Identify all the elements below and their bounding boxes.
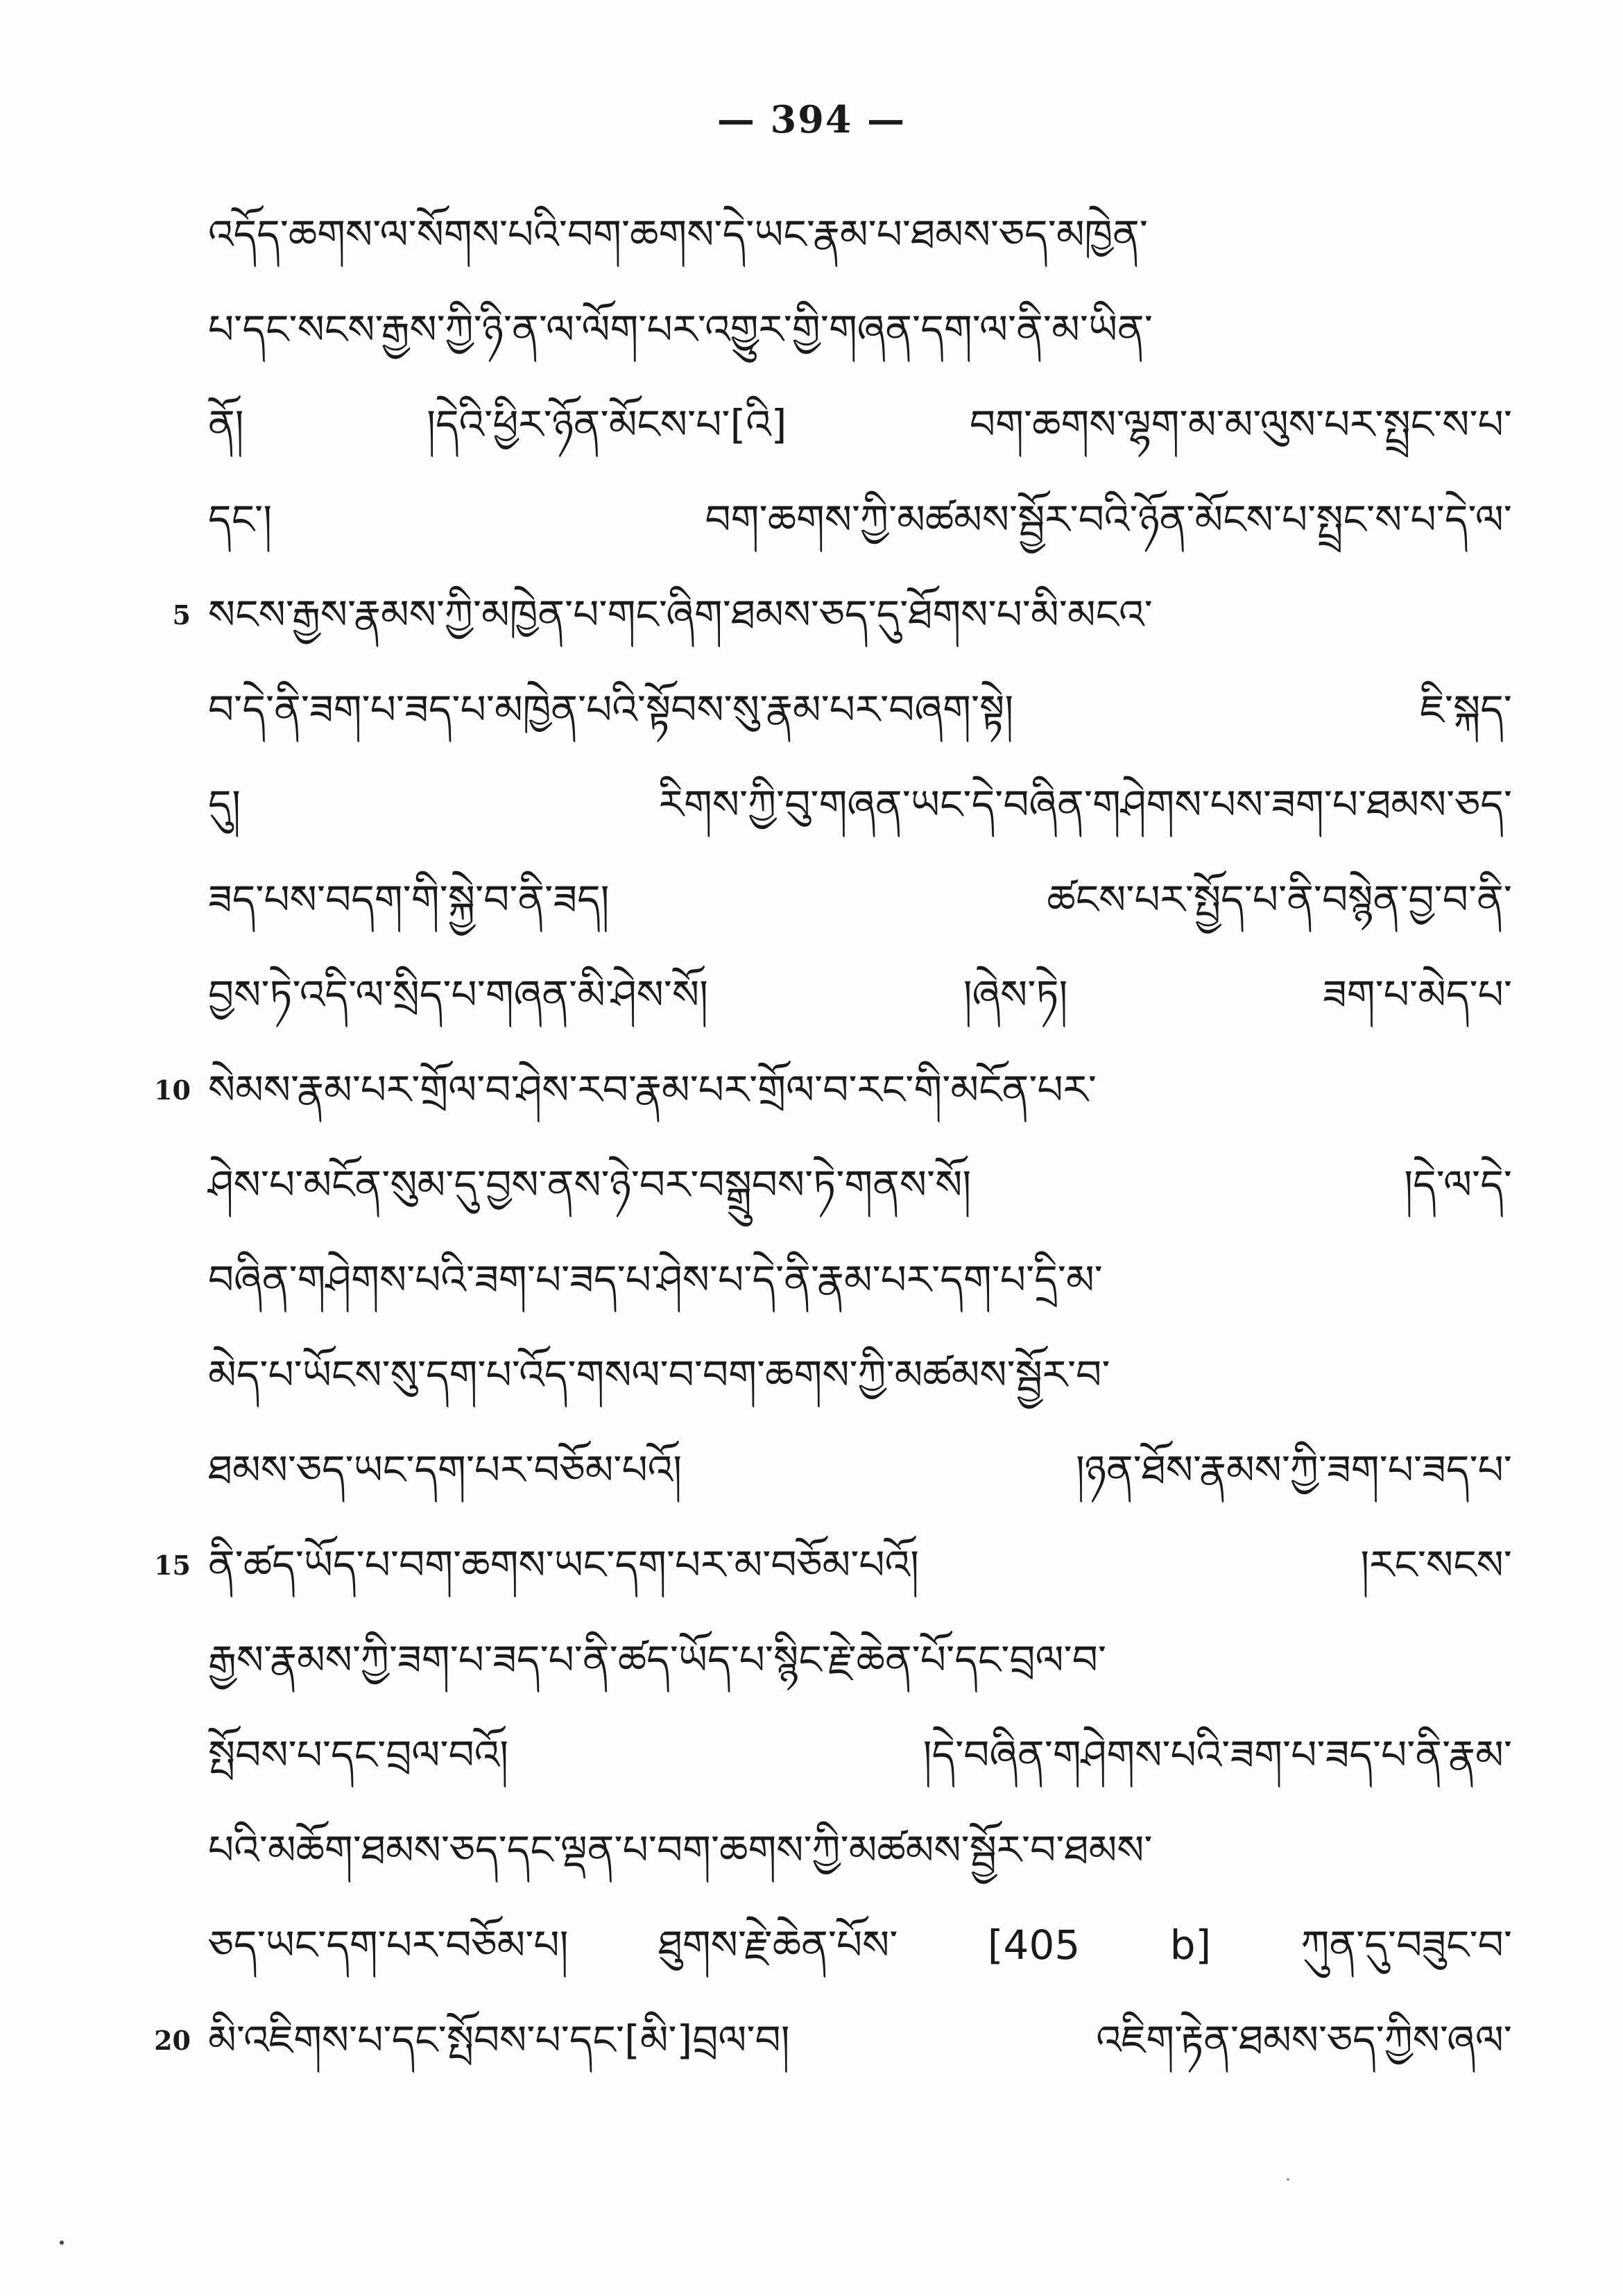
line-number: 5 <box>172 599 191 631</box>
text-line <box>208 853 1512 948</box>
line-text: ཅད་ཡང་དག་པར་བཅོམ་པ། ཐུགས་རྗེ་ཆེན་པོས་ [405 b] ཀུན་དུ་བཟུང་བ་ <box>208 1921 1512 1969</box>
line-number: 10 <box>154 1074 191 1106</box>
line-number: 15 <box>154 1550 191 1581</box>
line-text: སེམས་རྣམ་པར་གྲོལ་བ་ཤེས་རབ་རྣམ་པར་གྲོལ་བ་རང་གི་མངོན་པར་ <box>208 1066 1097 1113</box>
text-line <box>154 1043 1512 1138</box>
text-line <box>208 187 1512 282</box>
text-line <box>208 1708 1512 1803</box>
text-line <box>208 948 1512 1043</box>
line-text: པའི་མཆོག་ཐམས་ཅད་དང་ལྡན་པ་བག་ཆགས་ཀྱི་མཚམས་སྦྱོར་བ་ཐམས་ <box>208 1826 1153 1874</box>
text-line <box>208 1613 1512 1708</box>
text-line <box>154 1518 1512 1613</box>
line-text: ནི་ཚད་ཡོད་པ་བག་ཆགས་ཡང་དག་པར་མ་བཅོམ་པའོ། །རང་སངས་ <box>208 1541 1512 1588</box>
text-line <box>208 1328 1512 1423</box>
paper-speck <box>60 2241 64 2245</box>
text-line <box>154 1993 1512 2088</box>
text-line <box>208 1898 1512 1993</box>
line-text: དང་། བག་ཆགས་ཀྱི་མཚམས་སྦྱོར་བའི་ཉོན་མོངས་པ་སྤྲང་ས་པ་དེ་ལ་ <box>208 496 1512 543</box>
paper-speck <box>1287 2178 1289 2181</box>
text-line <box>208 1233 1512 1328</box>
line-text: བཞིན་གཤེགས་པའི་ཟག་པ་ཟད་པ་ཤེས་པ་དེ་ནི་རྣམ་པར་དག་པ་དྲི་མ་ <box>208 1256 1103 1303</box>
line-text: ཟད་པས་བདག་གི་སྐྱེ་བ་ནི་ཟད། ཚངས་པར་སྤྱོད་པ་ནི་བསྙེན་བྱ་བ་ནི་ <box>208 876 1512 923</box>
line-text: པ་དང་སངས་རྒྱས་ཀྱི་ཉི་ན་ལ་ལོག་པར་འགྱུར་གྱི་གཞན་དག་ལ་ནི་མ་ཡིན་ <box>208 306 1153 353</box>
line-text: དུ། རིགས་ཀྱི་བུ་གཞན་ཡང་དེ་བཞིན་གཤེགས་པས་ཟག་པ་ཐམས་ཅད་ <box>208 781 1512 828</box>
line-text: རྒྱས་རྣམས་ཀྱི་ཟག་པ་ཟད་པ་ནི་ཚད་ཡོད་པ་སྙིང་རྗེ་ཆེན་པོ་དང་བྲལ་བ་ <box>208 1636 1107 1684</box>
page-number: — 394 — <box>716 97 907 142</box>
line-text: བྱས་ཏེ་འདི་ལ་སྲིད་པ་གཞན་མི་ཤེས་སོ། །ཞེས་ཏེ། ཟག་པ་མེད་པ་ <box>208 971 1512 1018</box>
line-text: མེད་པ་ཡོངས་སུ་དག་པ་འོད་གསལ་བ་བག་ཆགས་ཀྱི་མཚམས་སྦྱོར་བ་ <box>208 1351 1110 1398</box>
text-block <box>154 187 1512 2088</box>
text-line <box>208 377 1512 472</box>
line-text: མི་འཇིགས་པ་དང་སྤོབས་པ་དང་[མི་]བྲལ་བ། འཇིག་རྟེན་ཐམས་ཅད་ཀྱིས་ཞལ་ <box>208 2016 1512 2064</box>
text-line <box>208 1803 1512 1898</box>
text-line <box>172 567 1512 662</box>
line-number: 20 <box>154 2025 191 2056</box>
text-line <box>208 1423 1512 1518</box>
line-text: འདོད་ཆགས་ལ་སོགས་པའི་བག་ཆགས་དེ་ཡང་རྣམ་པ་ཐམས་ཅད་མཁྱེན་ <box>208 211 1148 258</box>
text-line <box>208 282 1512 377</box>
line-text: ཤེས་པ་མངོན་སུམ་དུ་བྱས་ནས་ཉེ་བར་བསྒྲུབས་ཏེ་གནས་སོ། །དེ་ལ་དེ་ <box>208 1161 1512 1208</box>
line-text: བ་དེ་ནི་ཟག་པ་ཟད་པ་མཁྱེན་པའི་སྟོབས་སུ་རྣམ་པར་བཞག་སྟེ། ཇི་སྐད་ <box>208 686 1512 733</box>
text-line <box>208 472 1512 567</box>
line-text: ནོ། །དེའི་ཕྱིར་ཉོན་མོངས་པ་[འི] བག་ཆགས་ལྷག་མ་མ་ལུས་པར་སྤྲང་ས་པ་ <box>208 401 1512 448</box>
text-line <box>208 1138 1512 1233</box>
line-text: སངས་རྒྱས་རྣམས་ཀྱི་མཁྱེན་པ་གང་ཞིག་ཐམས་ཅད་དུ་ཐོགས་པ་མི་མངའ་ <box>208 591 1153 638</box>
text-line <box>208 662 1512 757</box>
line-text: སྤོབས་པ་དང་བྲལ་བའོ། །དེ་བཞིན་གཤེགས་པའི་ཟག་པ་ཟད་པ་ནི་རྣམ་ <box>208 1731 1512 1779</box>
line-text: ཐམས་ཅད་ཡང་དག་པར་བཅོམ་པའོ། །ཉན་ཐོས་རྣམས་ཀྱི་ཟག་པ་ཟད་པ་ <box>208 1446 1512 1493</box>
text-line <box>208 757 1512 853</box>
